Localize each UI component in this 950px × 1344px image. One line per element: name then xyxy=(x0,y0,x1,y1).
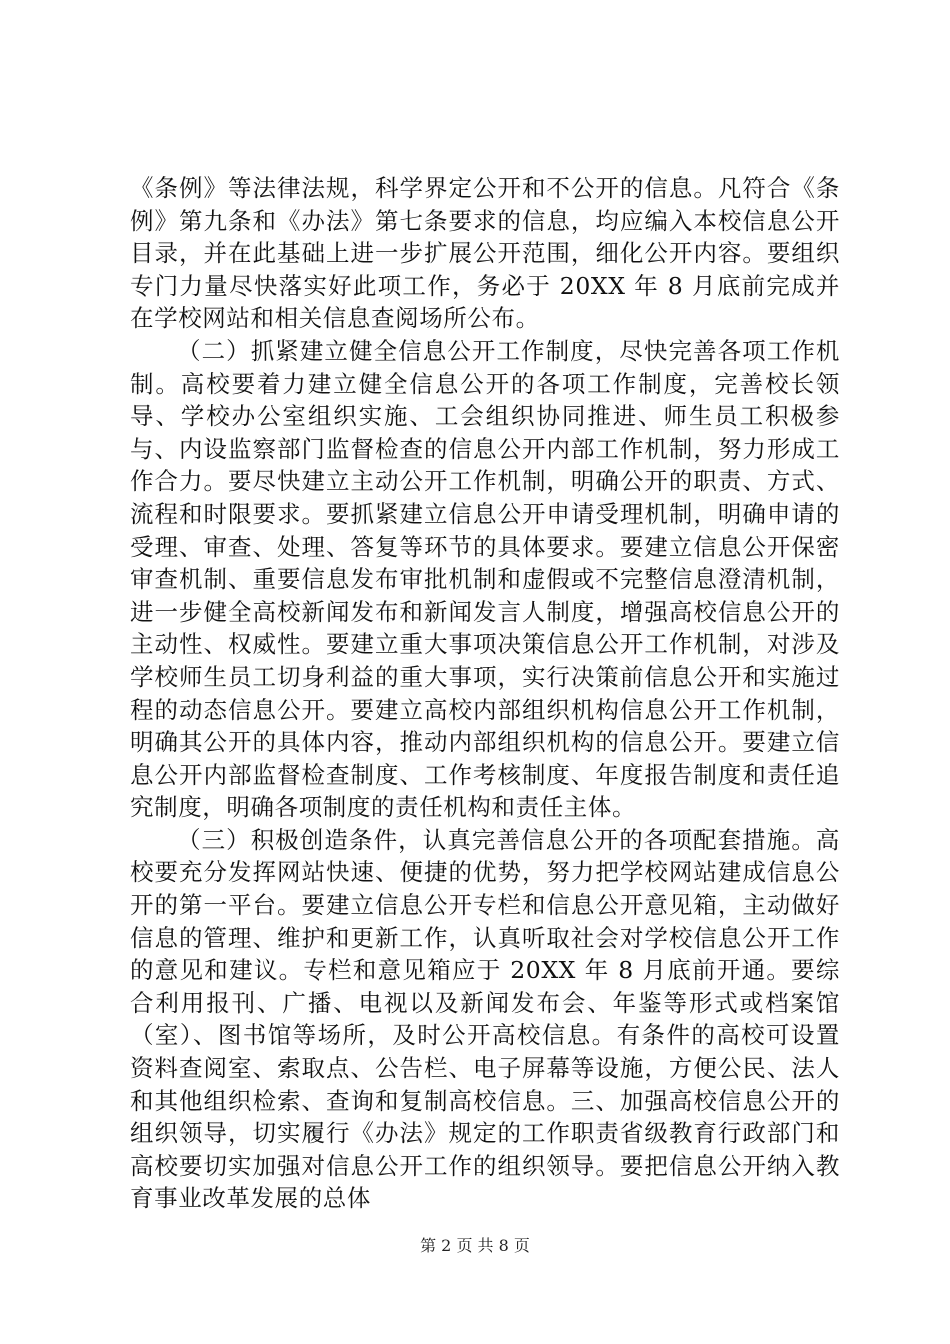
page-footer: 第 2 页 共 8 页 xyxy=(420,1236,530,1255)
paragraph-2: （二）抓紧建立健全信息公开工作制度，尽快完善各项工作机制。高校要着力建立健全信息公开的各项工作制度，完善校长领导、学校办公室组织实施、工会组织协同推进、师生员工积极参与、内设监察部门监督检查的信息公开内部工作机制，努力形成工作合力。要尽快建立主动公开工作机制，明确公开的职责、方式、流程和时限要求。要抓紧建立信息公开申请受理机制，明确申请的受理、审查、处理、答复等环节的具体要求。要建立信息公开保密审查机制、重要信息发布审批机制和虚假或不完整信息澄清机制，进一步健全高校新闻发布和新闻发言人制度，增强高校信息公开的主动性、权威性。要建立重大事项决策信息公开工作机制，对涉及学校师生员工切身利益的重大事项，实行决策前信息公开和实施过程的动态信息公开。要建立高校内部组织机构信息公开工作机制，明确其公开的具体内容，推动内部组织机构的信息公开。要建立信息公开内部监督检查制度、工作考核制度、年度报告制度和责任追究制度，明确各项制度的责任机构和责任主体。 xyxy=(130,336,840,822)
document-body xyxy=(130,172,840,1215)
paragraph-3: （三）积极创造条件，认真完善信息公开的各项配套措施。高校要充分发挥网站快速、便捷的优势，努力把学校网站建成信息公开的第一平台。要建立信息公开专栏和信息公开意见箱，主动做好信息的管理、维护和更新工作，认真听取社会对学校信息公开工作的意见和建议。专栏和意见箱应于 20XX 年 8 月底前开通。要综合利用报刊、广播、电视以及新闻发布会、年鉴等形式或档案馆（室）、图书馆等场所，及时公开高校信息。有条件的高校可设置资料查阅室、索取点、公告栏、电子屏幕等设施，方便公民、法人和其他组织检索、查询和复制高校信息。三、加强高校信息公开的组织领导，切实履行《办法》规定的工作职责省级教育行政部门和高校要切实加强对信息公开工作的组织领导。要把信息公开纳入教育事业改革发展的总体 xyxy=(130,825,840,1213)
paragraph-1: 《条例》等法律法规，科学界定公开和不公开的信息。凡符合《条例》第九条和《办法》第七条要求的信息，均应编入本校信息公开目录，并在此基础上进一步扩展公开范围，细化公开内容。要组织专门力量尽快落实好此项工作，务必于 20XX 年 8 月底前完成并在学校网站和相关信息查阅场所公布。 xyxy=(130,174,840,333)
